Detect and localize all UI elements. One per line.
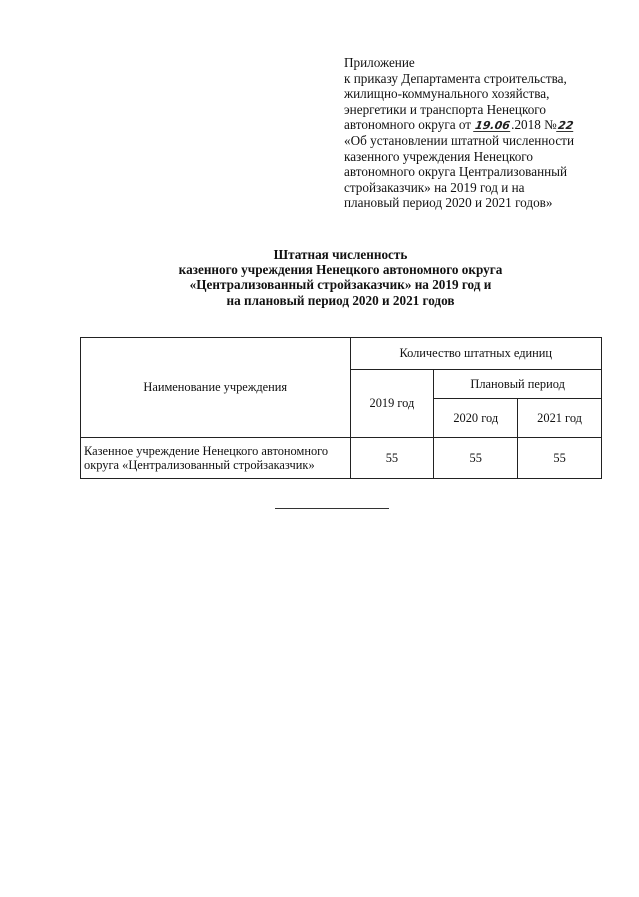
title-line: «Централизованный стройзаказчик» на 2019 год и (189, 277, 492, 293)
cell-2021-value: 55 (518, 438, 602, 479)
cell-2020-value: 55 (434, 438, 518, 479)
handwritten-order-number: 22 (556, 119, 575, 133)
annex-date-prefix: автономного округа от (344, 117, 475, 133)
institution-name-line: округа «Централизованный стройзаказчик» (84, 458, 315, 472)
institution-name-line: Казенное учреждение Ненецкого автономного (84, 443, 329, 458)
annex-line: плановый период 2020 и 2021 годов» (344, 195, 553, 211)
annex-line: автономного округа Централизованный (344, 164, 568, 180)
header-2021: 2021 год (518, 399, 602, 438)
annex-line: стройзаказчик» на 2019 год и на (344, 179, 525, 195)
header-2019: 2019 год (350, 370, 434, 438)
annex-line: к приказу Департамента строительства, (344, 70, 567, 86)
annex-line: Приложение (344, 55, 415, 70)
annex-year-number-label: .2018 № (511, 117, 557, 133)
annex-line: жилищно-коммунального хозяйства, (344, 86, 550, 102)
title-line: на плановый период 2020 и 2021 годов (226, 292, 455, 308)
cell-institution-name (81, 438, 351, 479)
handwritten-date: 19.06 (474, 119, 512, 133)
header-institution: Наименование учреждения (81, 338, 351, 438)
staffing-table (80, 337, 602, 479)
annex-block (344, 55, 634, 211)
annex-line-date (344, 117, 634, 133)
table-header-row (81, 338, 602, 370)
header-2020: 2020 год (434, 399, 518, 438)
table-row (81, 438, 602, 479)
annex-line: энергетики и транспорта Ненецкого (344, 101, 546, 117)
annex-line: «Об установлении штатной численности (344, 132, 575, 148)
title-line: Штатная численность (273, 247, 408, 262)
annex-line: казенного учреждения Ненецкого (344, 148, 533, 164)
cell-2019-value: 55 (350, 438, 434, 479)
header-staff-units: Количество штатных единиц (350, 338, 602, 370)
closing-rule (275, 508, 389, 509)
document-title (80, 247, 601, 308)
title-line: казенного учреждения Ненецкого автономного округа (178, 262, 503, 278)
header-plan-period: Плановый период (434, 370, 602, 399)
